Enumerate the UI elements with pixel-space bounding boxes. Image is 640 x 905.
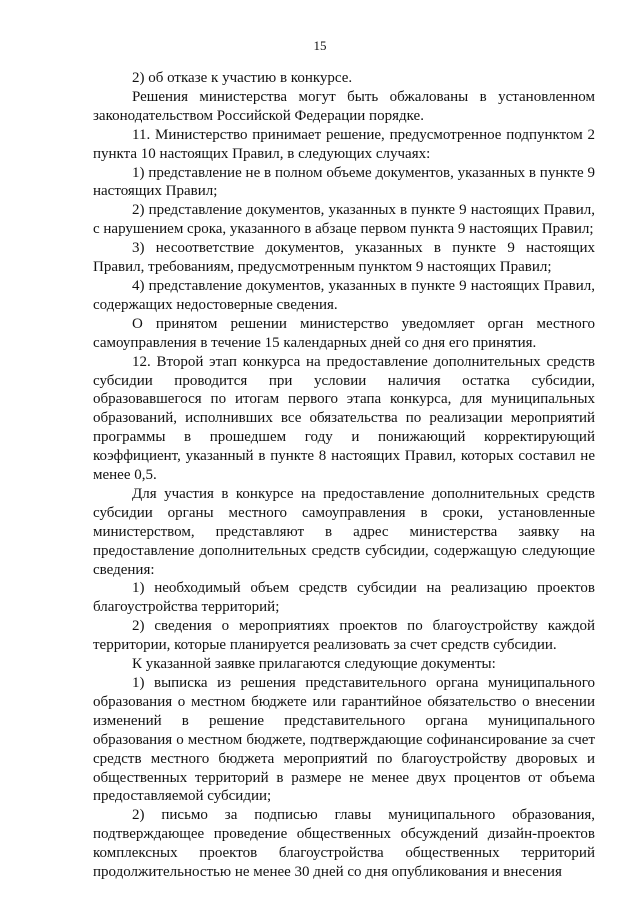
paragraph: 2) представление документов, указанных в пункте 9 настоящих Правил, с нарушением срока, указанного в абзаце первом пункта 9 настоящих Правил; (93, 202, 595, 238)
paragraph: О принятом решении министерство уведомляет орган местного самоуправления в течение 15 календарных дней со дня его принятия. (93, 315, 595, 351)
paragraph: 2) письмо за подписью главы муниципального образования, подтверждающее проведение общественных обсуждений дизайн-проектов комплексных проектов благоустройства общественных территорий продолжительностью не менее 30 дней со дня опубликования и внесения (93, 807, 595, 881)
paragraph: 2) сведения о мероприятиях проектов по благоустройству каждой территории, которые планируется реализовать за счет средств субсидии. (93, 618, 595, 654)
document-body (93, 69, 595, 882)
paragraph: 1) выписка из решения представительного органа муниципального образования о местном бюджете или гарантийное обязательство о внесении изменений в решение представительного органа муниципального образования о местном бюджете, подтверждающие софинансирование за счет средств местного бюджета мероприятий по благоустройству дворовых и общественных территорий в размере не менее двух процентов от объема предоставляемой субсидии; (93, 675, 595, 805)
paragraph: 4) представление документов, указанных в пункте 9 настоящих Правил, содержащих недостоверные сведения. (93, 277, 595, 313)
paragraph: Для участия в конкурсе на предоставление дополнительных средств субсидии органы местного самоуправления в сроки, установленные министерством, представляют в адрес министерства заявку на предоставление дополнительных средств субсидии, содержащую следующие сведения: (93, 485, 595, 578)
paragraph: 2) об отказе к участию в конкурсе. (132, 70, 353, 86)
paragraph: К указанной заявке прилагаются следующие документы: (132, 656, 496, 673)
paragraph: 3) несоответствие документов, указанных в пункте 9 настоящих Правил, требованиям, предусмотренным пунктом 9 настоящих Правил; (93, 240, 595, 276)
paragraph: Решения министерства могут быть обжалованы в установленном законодательством Российской Федерации порядке. (93, 88, 595, 124)
paragraph: 11. Министерство принимает решение, предусмотренное подпунктом 2 пункта 10 настоящих Правил, в следующих случаях: (93, 126, 595, 162)
page-number: 15 (313, 38, 327, 53)
paragraph: 1) представление не в полном объеме документов, указанных в пункте 9 настоящих Правил; (93, 164, 595, 200)
paragraph: 12. Второй этап конкурса на предоставление дополнительных средств субсидии проводится при условии наличия остатка субсидии, образовавшегося по итогам первого этапа конкурса, для муниципальных образований, исполнивших все обязательства по реализации мероприятий программы в прошедшем году и понижающий корректирующий коэффициент, указанный в пункте 8 настоящих Правил, которых составил не менее 0,5. (93, 353, 595, 484)
paragraph: 1) необходимый объем средств субсидии на реализацию проектов благоустройства территорий; (93, 580, 595, 616)
